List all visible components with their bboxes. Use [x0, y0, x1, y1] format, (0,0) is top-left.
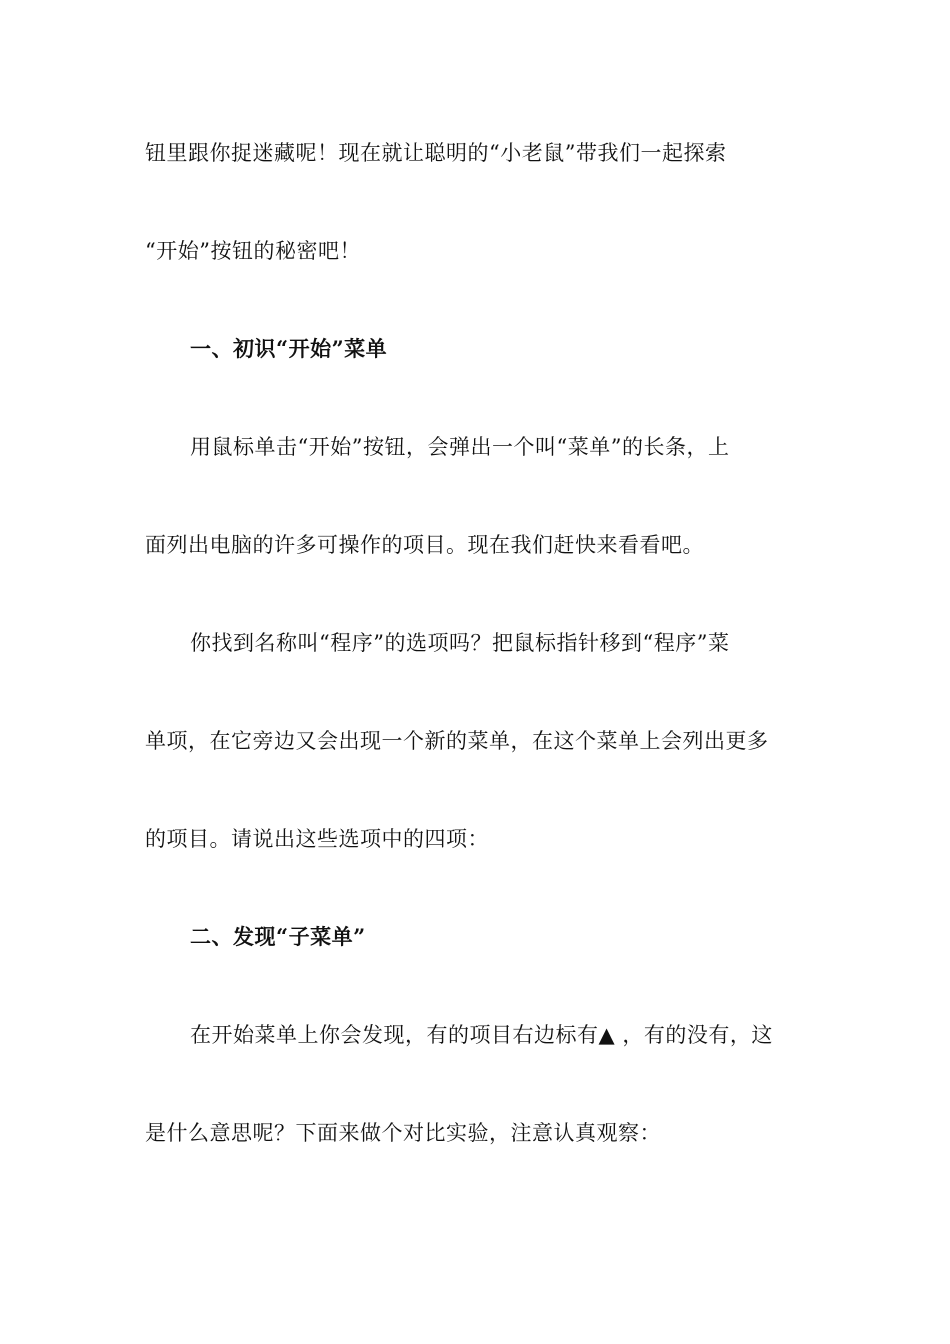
- paragraph-line-6: 单项，在它旁边又会出现一个新的菜单，在这个菜单上会列出更多: [145, 729, 769, 753]
- paragraph-line-2: “开始”按钮的秘密吧！: [145, 239, 361, 263]
- paragraph-line-3: 用鼠标单击“开始”按钮，会弹出一个叫“菜单”的长条，上: [190, 435, 730, 459]
- paragraph-line-8: 在开始菜单上你会发现，有的项目右边标有▲ ，有的没有，这: [190, 1023, 773, 1047]
- paragraph-line-1: 钮里跟你捉迷藏呢！现在就让聪明的“小老鼠”带我们一起探索: [145, 141, 727, 165]
- paragraph-line-7: 的项目。请说出这些选项中的四项：: [145, 827, 489, 851]
- section-heading-1: 一、初识“开始”菜单: [190, 336, 388, 361]
- paragraph-line-4: 面列出电脑的许多可操作的项目。现在我们赶快来看看吧。: [145, 533, 704, 557]
- paragraph-line-5: 你找到名称叫“程序”的选项吗？把鼠标指针移到“程序”菜: [190, 631, 730, 655]
- paragraph-line-9: 是什么意思呢？下面来做个对比实验，注意认真观察：: [145, 1121, 661, 1145]
- section-heading-2: 二、发现“子菜单”: [190, 924, 366, 949]
